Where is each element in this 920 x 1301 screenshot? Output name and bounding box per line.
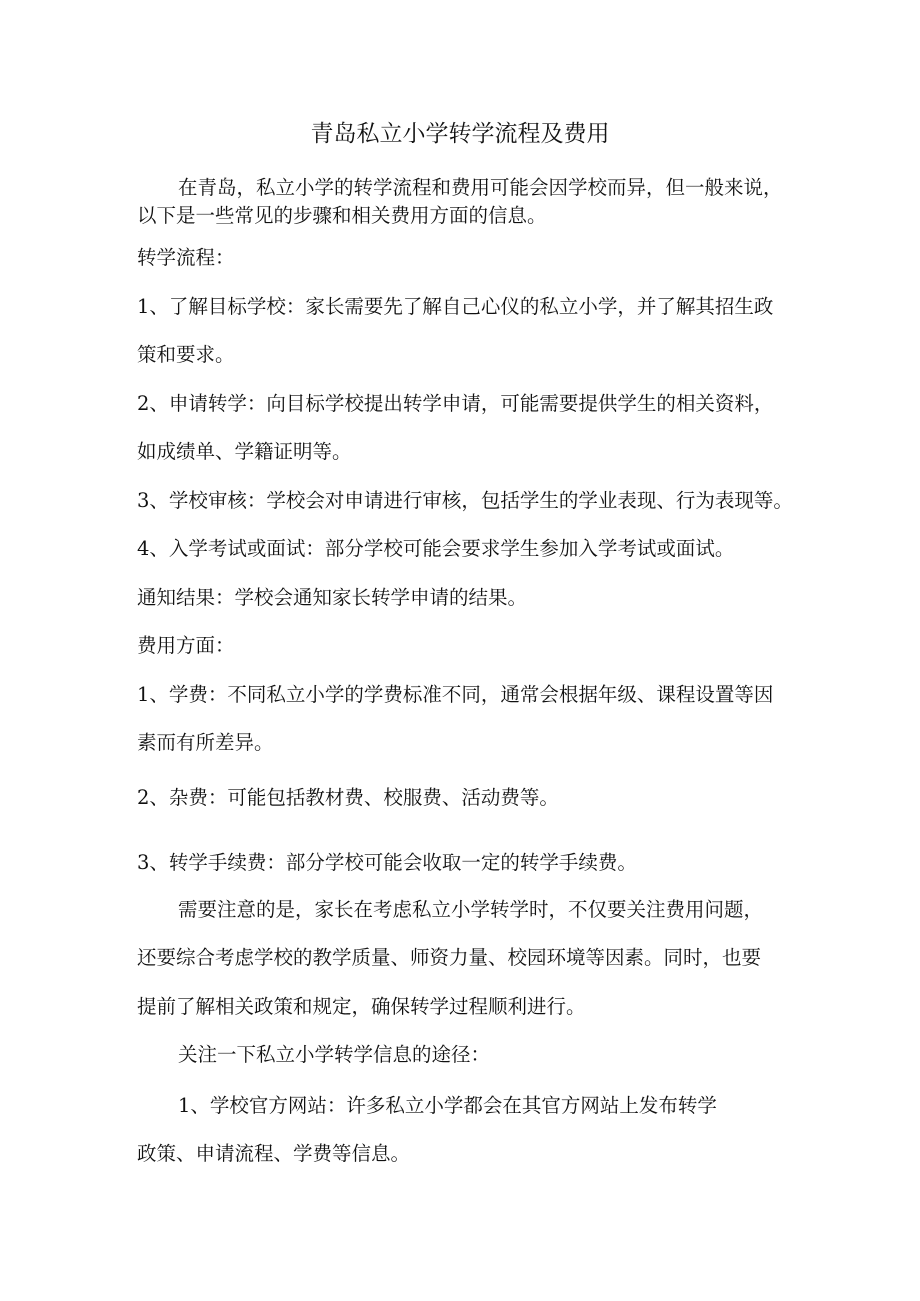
fees-item-1-line-2: 素而有所差异。 xyxy=(137,731,274,754)
process-step-2-line-2: 如成绩单、学籍证明等。 xyxy=(137,440,352,463)
note-line-2: 还要综合考虑学校的教学质量、师资力量、校园环境等因素。同时，也要 xyxy=(137,946,762,969)
process-step-3: 3、学校审核：学校会对申请进行审核，包括学生的学业表现、行为表现等。 xyxy=(137,489,793,512)
fees-item-3: 3、转学手续费：部分学校可能会收取一定的转学手续费。 xyxy=(137,851,637,874)
note-line-3: 提前了解相关政策和规定，确保转学过程顺利进行。 xyxy=(137,995,586,1018)
note-line-1: 需要注意的是，家长在考虑私立小学转学时，不仅要关注费用问题， xyxy=(178,898,764,921)
process-step-4: 4、入学考试或面试：部分学校可能会要求学生参加入学考试或面试。 xyxy=(137,537,735,560)
process-step-1-line-1: 1、了解目标学校：家长需要先了解自己心仪的私立小学，并了解其招生政 xyxy=(137,295,774,318)
intro-line-2: 以下是一些常见的步骤和相关费用方面的信息。 xyxy=(137,204,547,227)
fees-item-1-line-1: 1、学费：不同私立小学的学费标准不同，通常会根据年级、课程设置等因 xyxy=(137,683,774,706)
process-step-1-line-2: 策和要求。 xyxy=(137,343,235,366)
process-heading: 转学流程： xyxy=(137,246,235,269)
fees-item-2: 2、杂费：可能包括教材费、校服费、活动费等。 xyxy=(137,786,559,809)
intro-line-1: 在青岛，私立小学的转学流程和费用可能会因学校而异，但一般来说， xyxy=(178,176,783,199)
channels-heading: 关注一下私立小学转学信息的途径： xyxy=(178,1043,491,1066)
channels-item-1-line-2: 政策、申请流程、学费等信息。 xyxy=(137,1142,411,1165)
process-result: 通知结果：学校会通知家长转学申请的结果。 xyxy=(137,586,528,609)
document-title: 青岛私立小学转学流程及费用 xyxy=(310,121,610,147)
fees-heading: 费用方面： xyxy=(137,634,235,657)
channels-item-1-line-1: 1、学校官方网站：许多私立小学都会在其官方网站上发布转学 xyxy=(178,1094,717,1117)
process-step-2-line-1: 2、申请转学：向目标学校提出转学申请，可能需要提供学生的相关资料， xyxy=(137,392,774,415)
